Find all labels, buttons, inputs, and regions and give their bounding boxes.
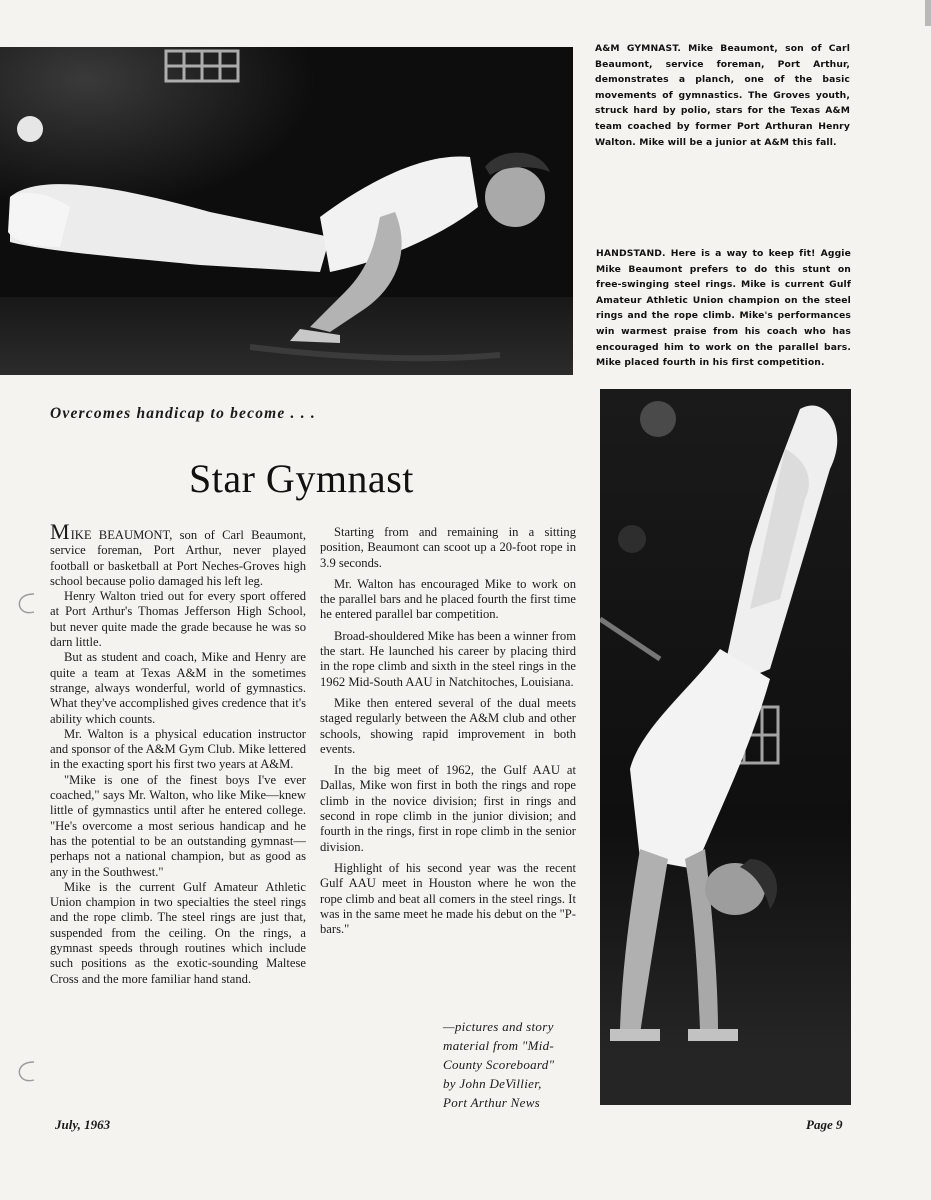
footer-page-number: Page 9: [806, 1117, 843, 1132]
article-paragraph: MIKE BEAUMONT, son of Carl Beaumont, service foreman, Port Arthur, never played football or basketball at Port Neches-Groves high school because polio damaged his left leg.: [50, 519, 306, 588]
article-paragraph: Highlight of his second year was the recent Gulf AAU meet in Houston where he won the rope climb and beat all comers in the steel rings. It was in the same meet he made his debut on the "P-bars.": [320, 860, 576, 937]
handstand-photo: [600, 389, 851, 1105]
article-credit: —pictures and story material from "Mid- County Scoreboard" by John DeVillier, Port Arthur News: [443, 1019, 555, 1110]
article-headline: Star Gymnast: [189, 456, 414, 501]
article-paragraph: In the big meet of 1962, the Gulf AAU at Dallas, Mike won first in both the rings and rope climb in the novice division; first in rings and second in rope climb in the junior division; and fourth in the rings, first in rope climb in the senior division.: [320, 763, 576, 854]
article-column-left: [50, 519, 306, 987]
article-paragraph: Mr. Walton has encouraged Mike to work on the parallel bars and he placed fourth the first time he entered parallel bar competition.: [320, 576, 576, 622]
page-edge-strip: [925, 0, 931, 26]
article-paragraph: Henry Walton tried out for every sport offered at Port Arthur's Thomas Jefferson High School, but never quite made the grade because he was so darn little.: [50, 589, 306, 650]
article-paragraph: Mr. Walton is a physical education instructor and sponsor of the A&M Gym Club. Mike lettered in the exacting sport his first two years at A&M.: [50, 726, 306, 772]
article-paragraph: But as student and coach, Mike and Henry are quite a team at Texas A&M in the sometimes strange, always wonderful, world of gymnastics. What they've accomplished gives credence that it's ability which counts.: [50, 650, 306, 726]
article-paragraph: Starting from and remaining in a sitting position, Beaumont can scoot up a 20-foot rope in 3.9 seconds.: [320, 525, 576, 570]
planche-photo: [0, 47, 573, 375]
article-column-right: [320, 525, 576, 943]
binder-hole-mark: [12, 1058, 38, 1084]
article-paragraph: "Mike is one of the finest boys I've ever coached," says Mr. Walton, who like Mike—knew little of gymnastics until after he entered college. "He's overcome a most serious handicap and he has the potential to be an outstanding gymnast—perhaps not a national champion, but as good as any in the Southwest.": [50, 772, 306, 879]
footer-date: July, 1963: [55, 1117, 111, 1132]
article-paragraph: Broad-shouldered Mike has been a winner from the start. He launched his career by placing third in the rope climb and sixth in the steel rings in the 1962 Mid-South AAU in Natchitoches, Louisiana.: [320, 628, 576, 689]
caption-gymnast: A&M GYMNAST. Mike Beaumont, son of Carl Beaumont, service foreman, Port Arthur, demonstrates a planch, one of the basic movements of gymnastics. The Groves youth, struck hard by polio, stars for the Texas A&M team coached by former Port Arthuran Henry Walton. Mike will be a junior at A&M this fall.: [595, 43, 850, 148]
caption-handstand: HANDSTAND. Here is a way to keep fit! Aggie Mike Beaumont prefers to do this stunt on free-swinging steel rings. Mike is current Gulf Amateur Athletic Union champion on the steel rings and the rope climb. Mike's performances win warmest praise from his coach who has encouraged him to work on the parallel bars. Mike placed fourth in his first competition.: [596, 248, 851, 369]
article-paragraph: Mike then entered several of the dual meets staged regularly between the A&M club and other schools, showing rapid improvement in both events.: [320, 695, 576, 756]
article-kicker: Overcomes handicap to become . . .: [50, 405, 316, 422]
binder-hole-mark: [12, 590, 38, 616]
drop-cap: M: [50, 519, 70, 544]
article-paragraph: Mike is the current Gulf Amateur Athletic Union champion in two specialties the steel rings and the rope climb. The steel rings are just that, suspended from the ceiling. On the rings, a gymnast speeds through routines which include such positions as the exotic-sounding Maltese Cross and the more familiar hand stand.: [50, 879, 306, 986]
